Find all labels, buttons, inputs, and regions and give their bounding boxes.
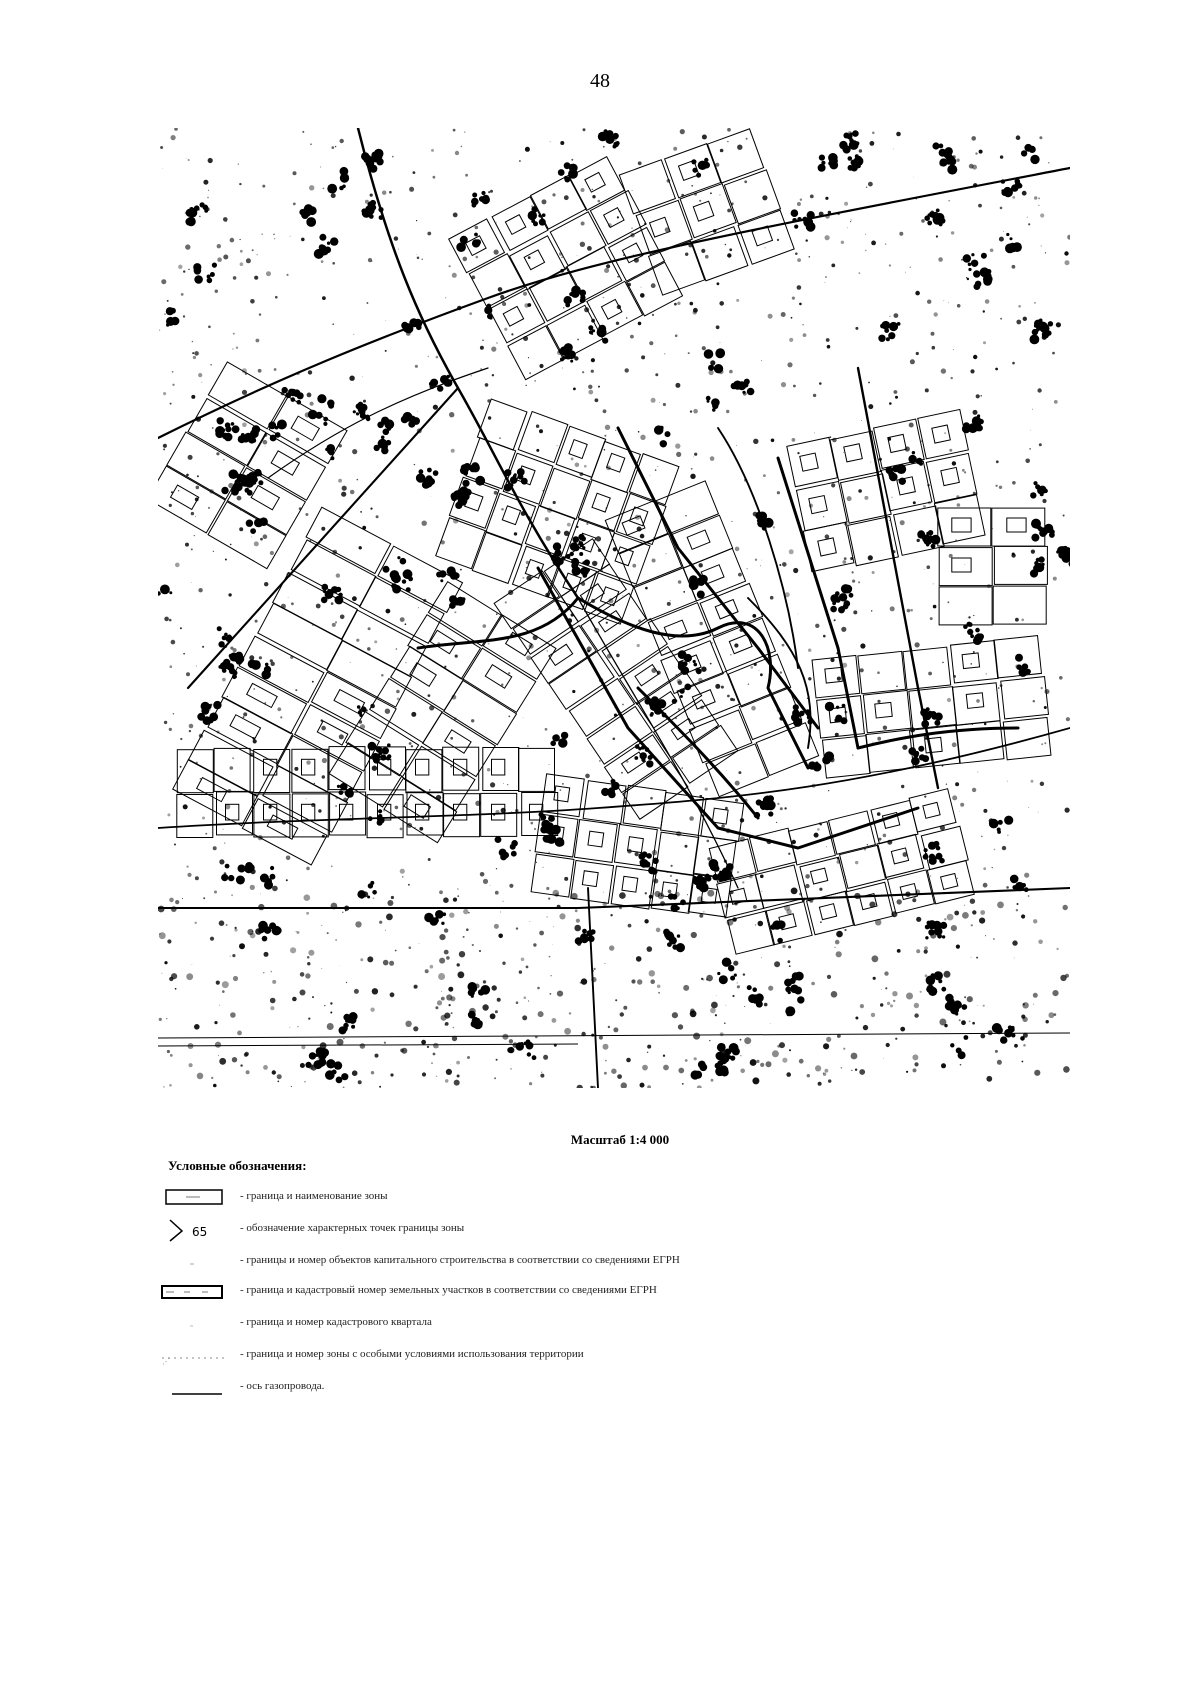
legend-item-cadastral-quarter	[160, 1312, 960, 1336]
legend-item-capital-object	[160, 1250, 960, 1274]
legend-item-special-zone	[160, 1344, 960, 1368]
cadastral-map[interactable]	[158, 128, 1070, 1088]
legend-text: - ось газопровода.	[240, 1380, 325, 1392]
legend-title: Условные обозначения:	[168, 1158, 307, 1173]
special-zone-symbol	[160, 1344, 230, 1368]
map-drawing	[158, 128, 1070, 1088]
road-network	[158, 128, 1070, 1088]
point-marker-symbol	[160, 1218, 230, 1242]
vegetation-texture	[158, 128, 1070, 1088]
legend-text: - граница и номер зоны с особыми условиями использования территории	[240, 1348, 584, 1360]
svg-text:⋰: ⋰	[162, 1357, 170, 1366]
capital-object-symbol	[160, 1250, 230, 1274]
legend-item-zone	[160, 1186, 960, 1210]
legend-text: - границы и номер объектов капитального строительства в соответствии со сведениями ЕГРН	[240, 1254, 680, 1266]
map-scale-label: Масштаб 1:4 000	[570, 1132, 670, 1147]
gas-pipeline-symbol	[160, 1376, 230, 1400]
legend-text: - граница и наименование зоны	[240, 1190, 388, 1202]
cadastral-quarter-symbol	[160, 1312, 230, 1336]
legend-item-land-plot	[160, 1280, 960, 1304]
point-label: 65	[192, 1225, 208, 1239]
legend-text: - граница и номер кадастрового квартала	[240, 1316, 432, 1328]
legend-item-gas-pipeline	[160, 1376, 960, 1400]
legend-text: - обозначение характерных точек границы зоны	[240, 1222, 465, 1234]
land-plot-symbol	[160, 1280, 230, 1304]
zone-box-symbol	[160, 1186, 230, 1210]
legend-item-point	[160, 1218, 960, 1242]
page-number: 48	[590, 70, 610, 92]
legend-text: - граница и кадастровый номер земельных участков в соответствии со сведениями ЕГРН	[240, 1284, 657, 1296]
